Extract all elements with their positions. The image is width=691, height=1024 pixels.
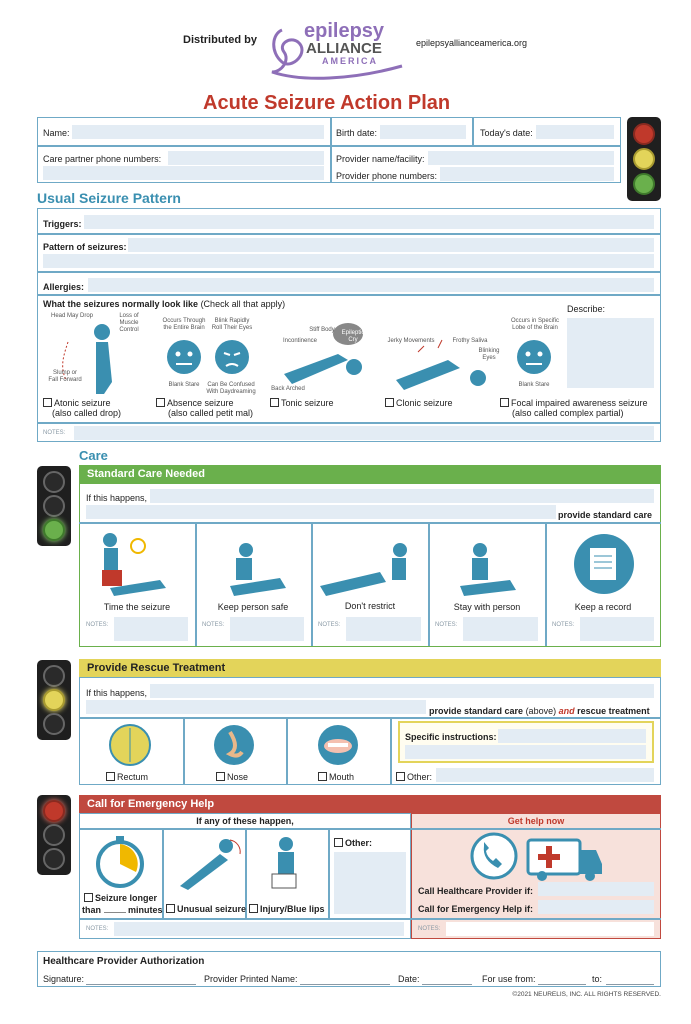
standard-if-field[interactable]	[150, 489, 654, 503]
rectum-checkbox[interactable]	[106, 772, 115, 781]
green-on-icon	[43, 519, 65, 541]
minutes-field[interactable]	[104, 912, 126, 913]
specific-label: Specific instructions:	[405, 732, 497, 742]
stay-with-icon	[460, 543, 516, 596]
rectum-option[interactable]: Rectum	[106, 772, 148, 782]
notes-4-field[interactable]	[463, 617, 538, 641]
traffic-light-emergency	[37, 795, 71, 875]
notes-1-field[interactable]	[114, 617, 188, 641]
provider-phone-label: Provider phone numbers:	[336, 171, 438, 181]
describe-label: Describe:	[567, 304, 606, 314]
other-emergency-checkbox[interactable]	[334, 838, 343, 847]
focal-option[interactable]: Focal impaired awareness seizure	[500, 398, 648, 408]
call-provider-label: Call Healthcare Provider if:	[418, 886, 534, 896]
care-partner-field-2[interactable]	[43, 166, 324, 180]
atonic-checkbox[interactable]	[43, 398, 52, 407]
get-help-label: Get help now	[507, 816, 565, 826]
other-rescue-option[interactable]: Other:	[396, 772, 432, 782]
nose-icon	[214, 725, 254, 765]
traffic-light-top	[627, 117, 661, 201]
keep-safe-label: Keep person safe	[217, 602, 289, 612]
focal-face-icon	[517, 340, 551, 374]
label-blank: Blank Stare	[168, 382, 200, 388]
logo-word-america: AMERICA	[322, 56, 378, 66]
look-like-title: What the seizures normally look like	[43, 299, 199, 309]
page-title: Acute Seizure Action Plan	[203, 92, 451, 114]
provider-name-label: Provider name/facility:	[336, 154, 425, 164]
injury-icon	[272, 837, 296, 888]
ambulance-icon	[528, 840, 602, 881]
printed-label: Provider Printed Name:	[204, 974, 298, 984]
label-stiff: Stiff Body	[309, 327, 335, 333]
printed-field[interactable]	[300, 984, 390, 985]
call-provider-field[interactable]	[538, 882, 654, 896]
logo	[262, 22, 412, 80]
notes-5-label: NOTES:	[552, 622, 575, 628]
allergies-field[interactable]	[88, 278, 654, 292]
clonic-option[interactable]: Clonic seizure	[385, 398, 453, 408]
keep-record-label: Keep a record	[574, 602, 632, 612]
yellow-on-icon	[43, 689, 65, 711]
longer-checkbox[interactable]	[84, 893, 93, 902]
longer-minutes: minutes	[128, 905, 163, 915]
other-emergency-option[interactable]: Other:	[334, 838, 372, 848]
rescue-illustrations	[80, 720, 390, 770]
look-like-hint: (Check all that apply)	[200, 299, 286, 309]
logo-word-epilepsy: epilepsy	[304, 20, 385, 42]
provider-phone-field[interactable]	[440, 167, 614, 181]
standard-if-label: If this happens,	[86, 493, 148, 503]
label-jerky: Jerky Movements	[387, 338, 435, 344]
auth-title: Healthcare Provider Authorization	[43, 956, 205, 967]
label-blank2: Blank Stare	[518, 382, 550, 388]
nose-checkbox[interactable]	[216, 772, 225, 781]
other-rescue-field[interactable]	[436, 768, 654, 782]
pattern-field-2[interactable]	[43, 254, 654, 268]
yellow-light-icon	[633, 148, 655, 170]
rescue-title: Provide Rescue Treatment	[79, 659, 661, 677]
green-light-icon	[633, 173, 655, 195]
footer-copyright: ©2021 NEURELIS, INC. ALL RIGHTS RESERVED.	[512, 991, 661, 998]
notes-2-label: NOTES:	[202, 622, 225, 628]
use-from-label: For use from:	[482, 974, 536, 984]
today-date-field[interactable]	[536, 125, 614, 139]
label-specific: Occurs in Specific Lobe of the Brain	[510, 318, 559, 331]
triggers-label: Triggers:	[43, 219, 82, 229]
mouth-option[interactable]: Mouth	[318, 772, 354, 782]
birth-date-label: Birth date:	[336, 128, 378, 138]
clonic-figure-icon	[396, 340, 486, 390]
mouth-icon	[318, 725, 358, 765]
notes-3-field[interactable]	[346, 617, 421, 641]
provide-d: rescue treatment	[577, 706, 650, 716]
unusual-checkbox[interactable]	[166, 904, 175, 913]
provide-b: (above)	[525, 706, 557, 716]
label-confused: Can Be Confused With Daydreaming	[206, 382, 256, 395]
allergies-label: Allergies:	[43, 282, 85, 292]
care-heading: Care	[79, 448, 108, 463]
label-slump: Slump or Fall Forward	[48, 370, 82, 383]
to-field[interactable]	[606, 984, 654, 985]
stay-with-label: Stay with person	[453, 602, 521, 612]
notes-5-field[interactable]	[580, 617, 654, 641]
provide-a: provide standard care	[429, 706, 524, 716]
rescue-if-field[interactable]	[150, 684, 654, 698]
name-label: Name:	[43, 128, 70, 138]
pattern-notes-field[interactable]	[74, 426, 654, 440]
use-from-field[interactable]	[538, 984, 586, 985]
focal-checkbox[interactable]	[500, 398, 509, 407]
describe-field[interactable]	[567, 318, 654, 388]
yellow-off-icon	[43, 495, 65, 517]
yellow-off-icon-2	[43, 824, 65, 846]
unusual-option[interactable]: Unusual seizure	[166, 904, 246, 914]
standard-care-title: Standard Care Needed	[79, 465, 661, 483]
notes-4-label: NOTES:	[435, 622, 458, 628]
pattern-notes-label: NOTES:	[43, 430, 66, 436]
traffic-light-rescue	[37, 660, 71, 740]
care-partner-field[interactable]	[168, 151, 324, 165]
nose-option[interactable]: Nose	[216, 772, 248, 782]
rescue-if-field-2[interactable]	[86, 700, 426, 714]
absence-option[interactable]: Absence seizure	[156, 398, 234, 408]
tonic-option[interactable]: Tonic seizure	[270, 398, 334, 408]
label-head-drop: Head May Drop	[50, 313, 94, 319]
signature-label: Signature:	[43, 974, 85, 984]
absence-checkbox[interactable]	[156, 398, 165, 407]
triggers-field[interactable]	[84, 215, 654, 229]
name-field[interactable]	[72, 125, 324, 139]
date-field[interactable]	[422, 984, 472, 985]
if-any-label: If any of these happen,	[196, 816, 294, 826]
absence-faces-icon	[167, 340, 249, 374]
clonic-checkbox[interactable]	[385, 398, 394, 407]
absence-sub: (also called petit mal)	[168, 408, 254, 418]
logo-word-alliance: ALLIANCE	[306, 40, 382, 57]
label-frothy: Frothy Saliva	[452, 338, 488, 344]
phone-icon	[472, 834, 516, 878]
emergency-title: Call for Emergency Help	[79, 795, 661, 813]
mouth-checkbox[interactable]	[318, 772, 327, 781]
atonic-sub: (also called drop)	[52, 408, 122, 418]
label-back: Back Arched	[271, 386, 305, 392]
emergency-notes-label-2: NOTES:	[418, 926, 441, 932]
other-rescue-checkbox[interactable]	[396, 772, 405, 781]
signature-field[interactable]	[86, 984, 196, 985]
longer-than: than	[82, 905, 101, 915]
today-date-label: Today's date:	[480, 128, 533, 138]
keep-safe-icon	[230, 543, 286, 596]
pattern-field[interactable]	[128, 238, 654, 252]
record-icon	[574, 534, 634, 594]
focal-sub: (also called complex partial)	[512, 408, 624, 418]
label-blink: Blink Rapidly Roll Their Eyes	[211, 318, 253, 331]
traffic-light-standard	[37, 466, 71, 546]
longer-option[interactable]: Seizure longer	[84, 893, 157, 903]
standard-care-illustrations	[80, 526, 660, 602]
care-partner-label: Care partner phone numbers:	[43, 154, 162, 164]
injury-option[interactable]: Injury/Blue lips	[249, 904, 325, 914]
notes-2-field[interactable]	[230, 617, 304, 641]
call-emergency-field[interactable]	[538, 900, 654, 914]
provider-name-field[interactable]	[428, 151, 614, 165]
other-emergency-field[interactable]	[334, 852, 406, 914]
label-epileptic: Epileptic Cry	[341, 330, 365, 343]
pattern-of-label: Pattern of seizures:	[43, 242, 127, 252]
to-label: to:	[592, 974, 603, 984]
specific-field[interactable]	[498, 729, 646, 743]
emergency-notes-label: NOTES:	[86, 926, 109, 932]
provide-standard-label: provide standard care	[558, 510, 653, 520]
notes-3-label: NOTES:	[318, 622, 341, 628]
notes-1-label: NOTES:	[86, 622, 109, 628]
specific-field-2[interactable]	[405, 745, 646, 759]
time-seizure-label: Time the seizure	[103, 602, 171, 612]
pattern-heading: Usual Seizure Pattern	[37, 190, 181, 206]
time-seizure-icon	[102, 533, 166, 596]
rescue-if-label: If this happens,	[86, 688, 148, 698]
label-incontinence: Incontinence	[282, 338, 318, 344]
stopwatch-icon	[98, 836, 142, 886]
website: epilepsyallianceamerica.org	[416, 38, 528, 48]
green-off-icon-2	[43, 848, 65, 870]
tonic-checkbox[interactable]	[270, 398, 279, 407]
emergency-notes-field-2[interactable]	[446, 922, 654, 936]
birth-date-field[interactable]	[380, 125, 466, 139]
red-on-icon	[43, 800, 65, 822]
red-light-icon	[633, 123, 655, 145]
green-off-icon	[43, 713, 65, 735]
label-muscle: Loss of Muscle Control	[119, 313, 139, 333]
atonic-option[interactable]: Atonic seizure	[43, 398, 111, 408]
red-off-icon	[43, 471, 65, 493]
label-occurs: Occurs Through the Entire Brain	[162, 318, 206, 331]
date-label: Date:	[398, 974, 420, 984]
dont-restrict-label: Don't restrict	[344, 601, 396, 611]
provide-c: and	[558, 706, 575, 716]
label-blinking: Blinking Eyes	[478, 348, 500, 361]
unusual-seizure-icon	[180, 839, 240, 890]
standard-if-field-2[interactable]	[86, 505, 556, 519]
call-emergency-label: Call for Emergency Help if:	[418, 904, 534, 914]
distributed-by: Distributed by	[183, 34, 257, 46]
red-off-icon-2	[43, 665, 65, 687]
emergency-notes-field[interactable]	[114, 922, 404, 936]
dont-restrict-icon	[320, 543, 407, 596]
injury-checkbox[interactable]	[249, 904, 258, 913]
rectum-icon	[110, 725, 150, 765]
